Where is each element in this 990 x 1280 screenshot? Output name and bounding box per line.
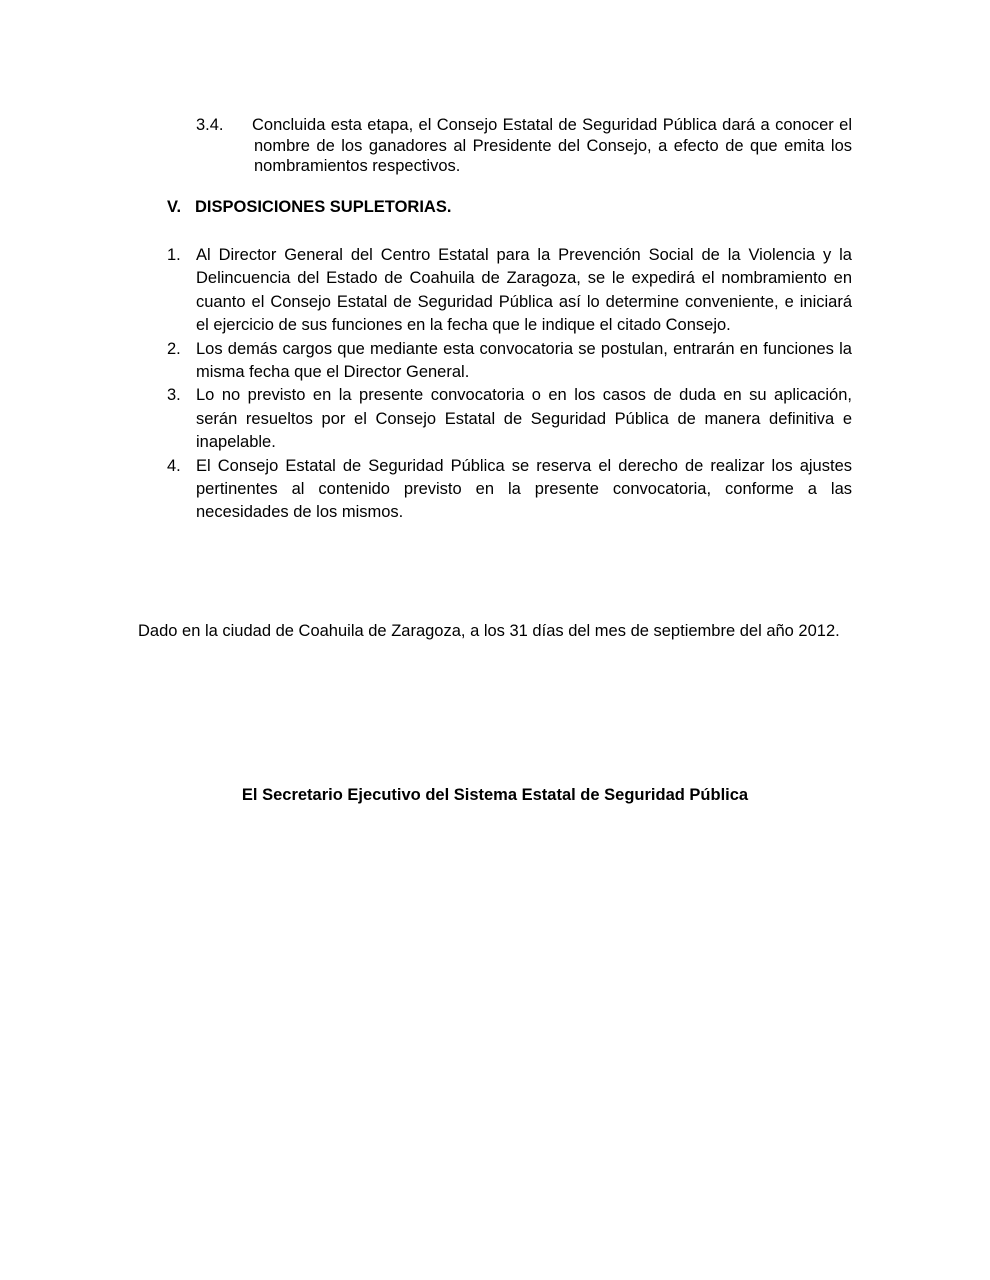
list-item-text: Lo no previsto en la presente convocatoria o en los casos de duda en su aplicación, serán resueltos por el Consejo Estatal de Seguridad Pública de manera definitiva e inapelable. xyxy=(196,386,852,452)
list-item-number: 4. xyxy=(167,456,181,475)
list-item-number: 2. xyxy=(167,339,181,358)
list-item xyxy=(167,384,852,454)
provisions-list xyxy=(167,244,852,525)
section-roman-numeral: V. xyxy=(167,198,182,216)
list-item-text: Al Director General del Centro Estatal para la Prevención Social de la Violencia y la Delincuencia del Estado de Coahuila de Zaragoza, se le expedirá el nombramiento en cuanto el Consejo Estatal de Seguridad Pública así lo determine conveniente, e iniciará el ejercicio de sus funciones en la fecha que le indique el citado Consejo. xyxy=(196,246,852,335)
section-heading xyxy=(167,197,451,217)
signature-line: El Secretario Ejecutivo del Sistema Estatal de Seguridad Pública xyxy=(241,786,749,804)
list-item-text: El Consejo Estatal de Seguridad Pública se reserva el derecho de realizar los ajustes pertinentes al contenido previsto en la presente convocatoria, conforme a las necesidades de los mismos. xyxy=(196,456,852,522)
list-item-number: 3. xyxy=(167,386,181,405)
list-item-number: 1. xyxy=(167,246,181,264)
list-item xyxy=(167,244,852,338)
sub-item-3-4 xyxy=(196,115,852,177)
list-item-text: Los demás cargos que mediante esta convocatoria se postulan, entrarán en funciones la misma fecha que el Director General. xyxy=(196,339,852,382)
list-item xyxy=(167,455,852,525)
sub-item-text: Concluida esta etapa, el Consejo Estatal de Seguridad Pública dará a conocer el nombre de los ganadores al Presidente del Consejo, a efecto de que emita los nombramientos respectivos. xyxy=(252,116,852,175)
sub-item-number: 3.4. xyxy=(196,116,224,134)
list-item xyxy=(167,338,852,385)
closing-paragraph: Dado en la ciudad de Coahuila de Zaragoza, a los 31 días del mes de septiembre del año 2012. xyxy=(138,622,840,640)
section-title: DISPOSICIONES SUPLETORIAS. xyxy=(195,198,452,216)
